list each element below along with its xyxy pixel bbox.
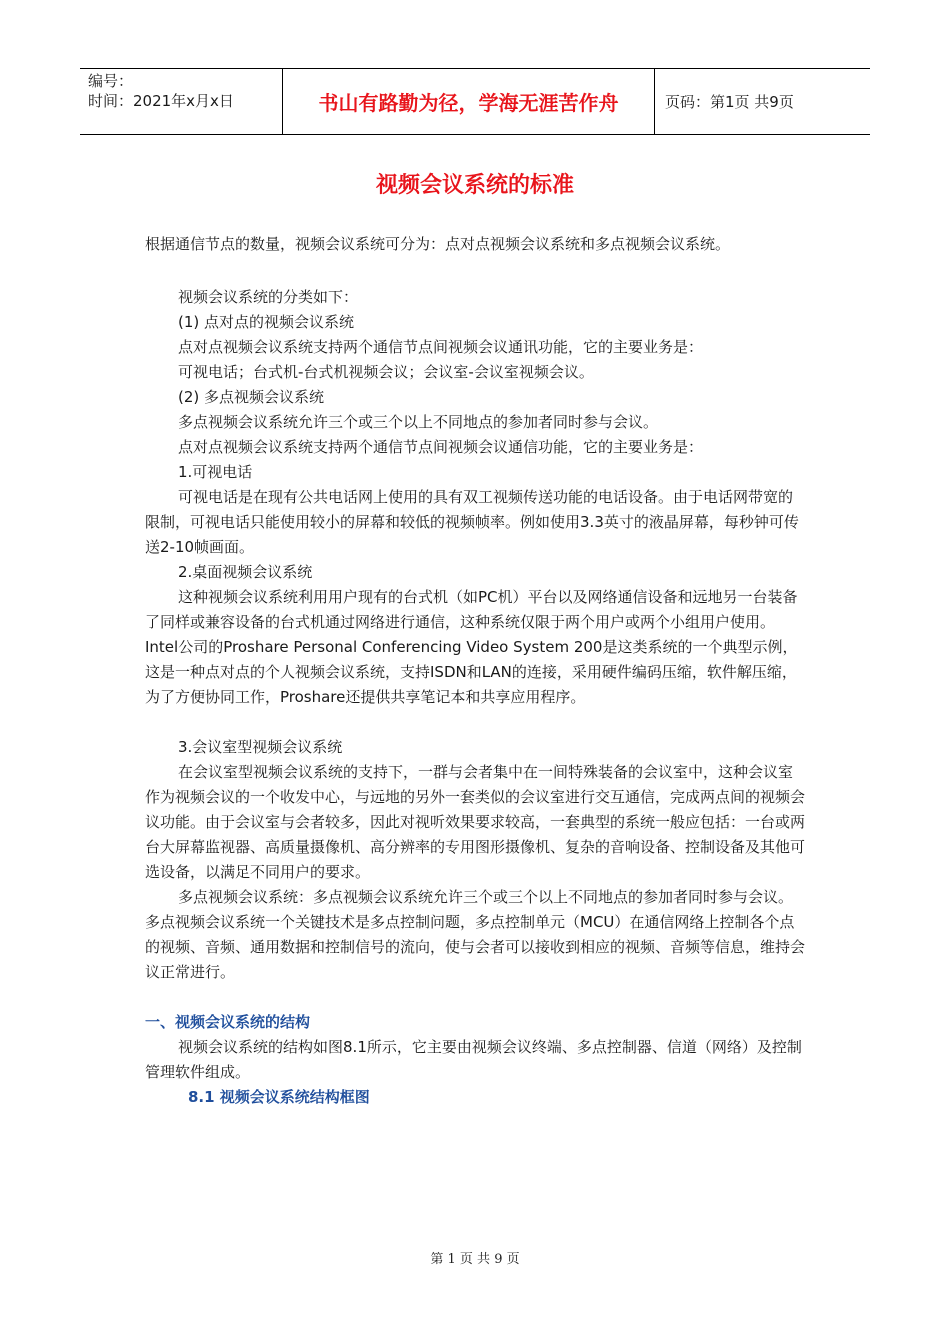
document-number-label: 编号：: [88, 72, 134, 90]
document-title: 视频会议系统的标准: [375, 173, 574, 198]
paragraph-heading-multipoint: (2) 多点视频会议系统: [178, 388, 325, 406]
paragraph-heading-videophone: 1.可视电话: [178, 463, 253, 481]
figure-caption: 8.1 视频会议系统结构框图: [188, 1088, 370, 1106]
paragraph-p2p-desc-2: 点对点视频会议系统支持两个通信节点间视频会议通信功能，它的主要业务是：: [178, 438, 704, 456]
page-header: [80, 68, 870, 135]
paragraph-multipoint-system: 多点视频会议系统：多点视频会议系统允许三个或三个以上不同地点的参加者同时参与会议。多点视频会议系统一个关键技术是多点控制问题，多点控制单元（MCU）在通信网络上控制各个点的视频、音频、通用数据和控制信号的流向，使与会者可以接收到相应的视频、音频等信息，维持会议正常进行。: [145, 888, 806, 981]
paragraph-heading-desktop: 2.桌面视频会议系统: [178, 563, 313, 581]
page-footer: 第 1 页 共 9 页: [430, 1252, 520, 1267]
paragraph-classification: 视频会议系统的分类如下：: [178, 288, 359, 306]
section-heading-structure: 一、视频会议系统的结构: [145, 1013, 311, 1031]
header-meta: [80, 69, 282, 134]
paragraph-videophone: 可视电话是在现有公共电话网上使用的具有双工视频传送功能的电话设备。由于电话网带宽的限制，可视电话只能使用较小的屏幕和较低的视频帧率。例如使用3.3英寸的液晶屏幕，每秒钟可传送2-10帧画面。: [145, 488, 799, 556]
paragraph-desktop: 这种视频会议系统利用用户现有的台式机（如PC机）平台以及网络通信设备和远地另一台装备了同样或兼容设备的台式机通过网络进行通信，这种系统仅限于两个用户或两个小组用户使用。Intel公司的Proshare Personal Conferencing Video System 200是这类系统的一个典型示例，这是一种点对点的个人视频会议系统，支持ISDN和LAN的连接，采用硬件编码压缩，软件解压缩，为了方便协同工作，Proshare还提供共享笔记本和共享应用程序。: [145, 588, 798, 706]
paragraph-p2p-services: 可视电话；台式机-台式机视频会议；会议室-会议室视频会议。: [178, 363, 594, 381]
paragraph-heading-p2p: (1) 点对点的视频会议系统: [178, 313, 355, 331]
paragraph-multipoint-desc: 多点视频会议系统允许三个或三个以上不同地点的参加者同时参与会议。: [178, 413, 659, 431]
header-motto: 书山有路勤为径，学海无涯苦作舟: [282, 69, 655, 134]
paragraph-p2p-desc: 点对点视频会议系统支持两个通信节点间视频会议通讯功能，它的主要业务是：: [178, 338, 704, 356]
paragraph-room: 在会议室型视频会议系统的支持下，一群与会者集中在一间特殊装备的会议室中，这种会议室作为视频会议的一个收发中心，与远地的另外一套类似的会议室进行交互通信，完成两点间的视频会议功能。由于会议室与会者较多，因此对视听效果要求较高，一套典型的系统一般应包括：一台或两台大屏幕监视器、高质量摄像机、高分辨率的专用图形摄像机、复杂的音响设备、控制设备及其他可选设备，以满足不同用户的要求。: [145, 763, 806, 881]
paragraph-heading-room: 3.会议室型视频会议系统: [178, 738, 343, 756]
document-time-label: 时间：2021年x月x日: [88, 92, 234, 110]
intro-paragraph: 根据通信节点的数量，视频会议系统可分为：点对点视频会议系统和多点视频会议系统。: [145, 235, 731, 253]
header-page-info: 页码：第1页 共9页: [665, 93, 794, 111]
paragraph-structure: 视频会议系统的结构如图8.1所示，它主要由视频会议终端、多点控制器、信道（网络）及控制管理软件组成。: [145, 1038, 802, 1081]
